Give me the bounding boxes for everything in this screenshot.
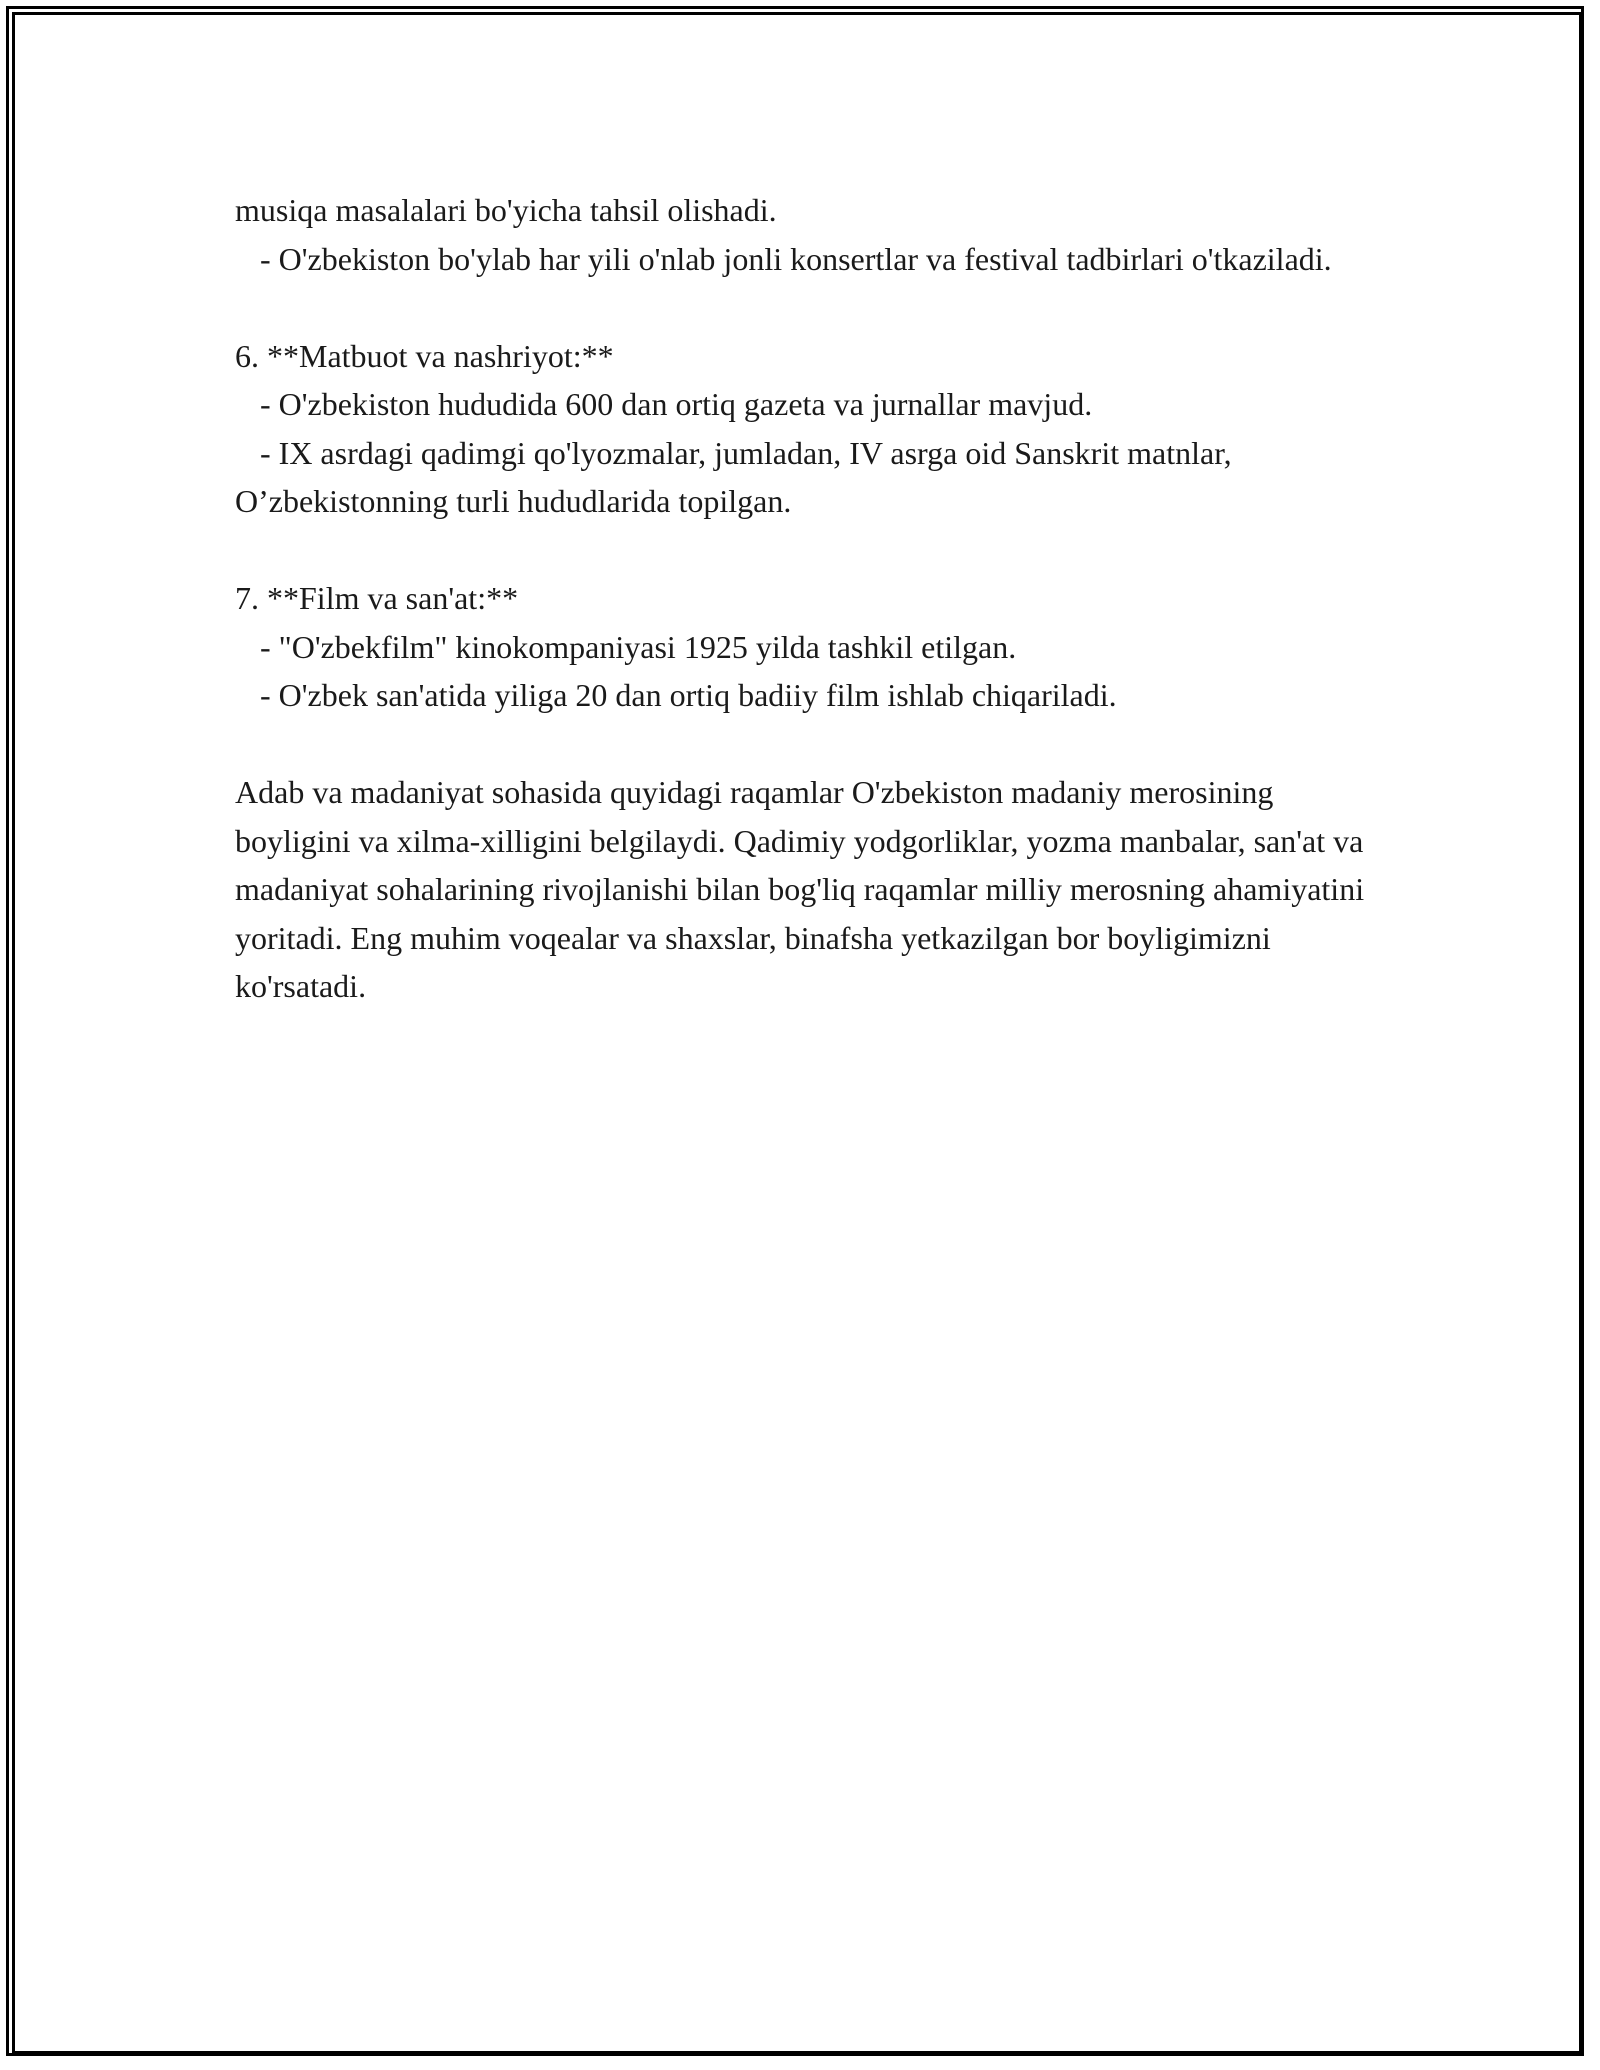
- document-body: [235, 186, 1373, 1011]
- intro-line-1: musiqa masalalari bo'yicha tahsil olishadi.: [235, 192, 777, 228]
- section-6-heading: 6. **Matbuot va nashriyot:**: [235, 337, 614, 374]
- section-7-item-1: - "O'zbekfilm" kinokompaniyasi 1925 yilda tashkil etilgan.: [260, 628, 1017, 665]
- section-6-item-2: - IX asrdagi qadimgi qo'lyozmalar, jumladan, IV asrga oid Sanskrit matnlar, O’zbekistonning turli hududlarida topilgan.: [235, 434, 1240, 519]
- section-7-item-2: - O'zbek san'atida yiliga 20 dan ortiq badiiy film ishlab chiqariladi.: [260, 677, 1117, 713]
- paragraph-gap: [235, 283, 1365, 332]
- paragraph-gap: [235, 720, 1365, 769]
- paragraph-gap: [235, 526, 1365, 575]
- section-6-item-1: - O'zbekiston hududida 600 dan ortiq gazeta va jurnallar mavjud.: [260, 386, 1093, 422]
- conclusion-paragraph: Adab va madaniyat sohasida quyidagi raqamlar O'zbekiston madaniy merosining boyligini va xilma-xilligini belgilaydi. Qadimiy yodgorliklar, yozma manbalar, san'at va madaniyat sohalarining rivojlanishi bilan bog'liq raqamlar milliy merosning ahamiyatini yoritadi. Eng muhim voqealar va shaxslar, binafsha yetkazilgan bor boyligimizni ko'rsatadi.: [235, 774, 1373, 1004]
- intro-line-2: - O'zbekiston bo'ylab har yili o'nlab jonli konsertlar va festival tadbirlari o'tkaziladi.: [260, 240, 1332, 277]
- section-7-heading: 7. **Film va san'at:**: [235, 580, 519, 616]
